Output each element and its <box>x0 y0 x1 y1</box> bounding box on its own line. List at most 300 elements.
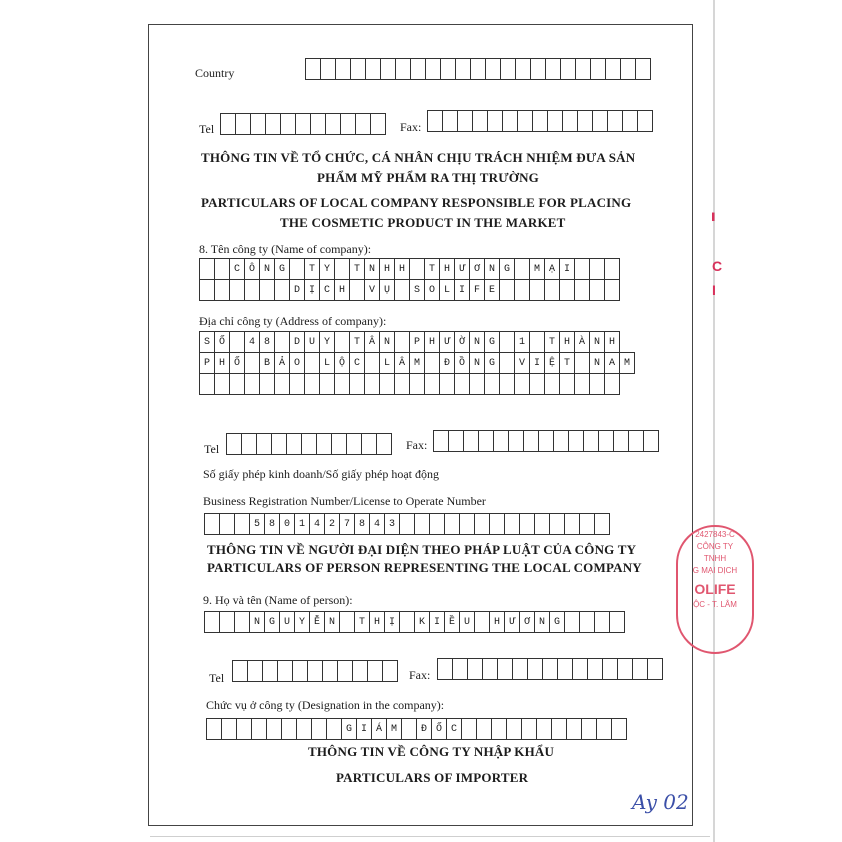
letter-box[interactable]: K <box>414 611 430 633</box>
letter-box[interactable] <box>454 373 470 395</box>
letter-box[interactable]: Ô <box>244 258 260 280</box>
letter-box[interactable] <box>229 331 245 353</box>
letter-box[interactable]: I <box>356 718 372 740</box>
letter-box[interactable] <box>470 58 486 80</box>
letter-box[interactable] <box>244 279 260 301</box>
letter-box[interactable] <box>349 279 365 301</box>
letter-box[interactable] <box>577 110 593 132</box>
letter-box[interactable]: N <box>469 331 485 353</box>
letter-box[interactable] <box>559 279 575 301</box>
letter-box[interactable]: Ệ <box>544 352 560 374</box>
letter-box[interactable] <box>349 373 365 395</box>
letter-box[interactable] <box>424 373 440 395</box>
letter-box[interactable] <box>611 718 627 740</box>
letter-box[interactable] <box>590 58 606 80</box>
letter-box[interactable] <box>221 718 237 740</box>
letter-box[interactable]: 7 <box>339 513 355 535</box>
letter-box[interactable]: T <box>559 352 575 374</box>
letter-box[interactable] <box>281 718 297 740</box>
letter-box[interactable]: T <box>349 331 365 353</box>
letter-box[interactable]: T <box>424 258 440 280</box>
letter-box[interactable] <box>226 433 242 455</box>
letter-box[interactable]: O <box>424 279 440 301</box>
letter-box[interactable] <box>589 258 605 280</box>
letter-box[interactable]: G <box>274 258 290 280</box>
letter-box[interactable]: M <box>619 352 635 374</box>
letter-box[interactable] <box>574 279 590 301</box>
letter-box[interactable]: G <box>499 258 515 280</box>
letter-box[interactable]: H <box>394 258 410 280</box>
letter-box[interactable]: Ộ <box>334 352 350 374</box>
letter-box[interactable] <box>364 352 380 374</box>
letter-box[interactable] <box>497 658 513 680</box>
letter-box[interactable] <box>410 58 426 80</box>
letter-box[interactable] <box>427 110 443 132</box>
letter-box[interactable] <box>482 658 498 680</box>
letter-box[interactable] <box>425 58 441 80</box>
letter-box[interactable]: U <box>304 331 320 353</box>
letter-box[interactable]: L <box>439 279 455 301</box>
letter-box[interactable]: C <box>229 258 245 280</box>
letter-box[interactable] <box>538 430 554 452</box>
letter-box[interactable] <box>542 658 558 680</box>
letter-box[interactable]: H <box>214 352 230 374</box>
letter-box[interactable] <box>549 513 565 535</box>
letter-box[interactable] <box>331 433 347 455</box>
letter-box[interactable]: Ễ <box>309 611 325 633</box>
letter-box[interactable] <box>553 430 569 452</box>
letter-box[interactable]: T <box>544 331 560 353</box>
letter-box[interactable] <box>442 110 458 132</box>
letter-box[interactable]: N <box>324 611 340 633</box>
company-fax-boxes[interactable] <box>433 430 659 452</box>
letter-box[interactable] <box>244 352 260 374</box>
letter-box[interactable] <box>604 258 620 280</box>
letter-box[interactable]: N <box>379 331 395 353</box>
letter-box[interactable] <box>613 430 629 452</box>
letter-box[interactable] <box>326 718 342 740</box>
letter-box[interactable] <box>399 513 415 535</box>
letter-box[interactable]: G <box>484 331 500 353</box>
top-tel-boxes[interactable] <box>220 113 386 135</box>
letter-box[interactable] <box>365 58 381 80</box>
letter-box[interactable]: P <box>409 331 425 353</box>
letter-box[interactable] <box>310 113 326 135</box>
letter-box[interactable] <box>274 331 290 353</box>
letter-box[interactable]: Á <box>371 718 387 740</box>
letter-box[interactable] <box>433 430 449 452</box>
letter-box[interactable] <box>409 258 425 280</box>
letter-box[interactable] <box>508 430 524 452</box>
letter-box[interactable] <box>289 258 305 280</box>
letter-box[interactable]: 8 <box>259 331 275 353</box>
letter-box[interactable]: Ố <box>431 718 447 740</box>
letter-box[interactable] <box>499 373 515 395</box>
letter-box[interactable]: Y <box>319 331 335 353</box>
letter-box[interactable]: 1 <box>514 331 530 353</box>
letter-box[interactable] <box>472 110 488 132</box>
letter-box[interactable] <box>457 110 473 132</box>
letter-box[interactable] <box>574 373 590 395</box>
letter-box[interactable]: L <box>379 352 395 374</box>
letter-box[interactable] <box>455 58 471 80</box>
letter-box[interactable] <box>219 611 235 633</box>
letter-box[interactable]: T <box>354 611 370 633</box>
letter-box[interactable]: Ố <box>229 352 245 374</box>
letter-box[interactable] <box>244 373 260 395</box>
letter-box[interactable] <box>322 660 338 682</box>
letter-box[interactable]: N <box>589 331 605 353</box>
letter-box[interactable] <box>259 279 275 301</box>
country-boxes[interactable] <box>305 58 651 80</box>
letter-box[interactable] <box>364 373 380 395</box>
letter-box[interactable]: H <box>489 611 505 633</box>
letter-box[interactable]: H <box>439 258 455 280</box>
letter-box[interactable]: Ư <box>504 611 520 633</box>
letter-box[interactable] <box>234 513 250 535</box>
letter-box[interactable] <box>355 113 371 135</box>
letter-box[interactable]: 5 <box>249 513 265 535</box>
letter-box[interactable] <box>247 660 263 682</box>
letter-box[interactable] <box>572 658 588 680</box>
letter-box[interactable] <box>401 718 417 740</box>
letter-box[interactable] <box>474 513 490 535</box>
letter-box[interactable]: I <box>559 258 575 280</box>
letter-box[interactable]: F <box>469 279 485 301</box>
letter-box[interactable]: 8 <box>354 513 370 535</box>
letter-box[interactable] <box>559 373 575 395</box>
letter-box[interactable]: 8 <box>264 513 280 535</box>
letter-box[interactable]: Ề <box>444 611 460 633</box>
letter-box[interactable] <box>376 433 392 455</box>
letter-box[interactable] <box>478 430 494 452</box>
letter-box[interactable] <box>519 513 535 535</box>
letter-box[interactable] <box>521 718 537 740</box>
letter-box[interactable] <box>602 658 618 680</box>
letter-box[interactable] <box>489 513 505 535</box>
letter-box[interactable]: A <box>604 352 620 374</box>
letter-box[interactable] <box>635 58 651 80</box>
letter-box[interactable] <box>236 718 252 740</box>
letter-box[interactable] <box>271 433 287 455</box>
company-name-grid[interactable] <box>199 258 620 301</box>
letter-box[interactable]: Y <box>294 611 310 633</box>
letter-box[interactable] <box>514 258 530 280</box>
letter-box[interactable] <box>274 373 290 395</box>
letter-box[interactable] <box>452 658 468 680</box>
letter-box[interactable] <box>474 611 490 633</box>
letter-box[interactable]: 1 <box>294 513 310 535</box>
letter-box[interactable] <box>562 110 578 132</box>
letter-box[interactable]: H <box>559 331 575 353</box>
letter-box[interactable] <box>515 58 531 80</box>
letter-box[interactable] <box>234 611 250 633</box>
letter-box[interactable] <box>414 513 430 535</box>
letter-box[interactable] <box>350 58 366 80</box>
person-fax-boxes[interactable] <box>437 658 663 680</box>
letter-box[interactable] <box>459 513 475 535</box>
letter-box[interactable]: I <box>454 279 470 301</box>
letter-box[interactable] <box>352 660 368 682</box>
letter-box[interactable] <box>499 331 515 353</box>
letter-box[interactable] <box>262 660 278 682</box>
letter-box[interactable] <box>214 258 230 280</box>
letter-box[interactable] <box>274 279 290 301</box>
letter-box[interactable]: 2 <box>324 513 340 535</box>
letter-box[interactable] <box>632 658 648 680</box>
letter-box[interactable] <box>204 513 220 535</box>
letter-box[interactable]: Ơ <box>519 611 535 633</box>
letter-box[interactable] <box>304 352 320 374</box>
letter-box[interactable] <box>444 513 460 535</box>
letter-box[interactable] <box>463 430 479 452</box>
letter-box[interactable]: N <box>364 258 380 280</box>
letter-box[interactable] <box>622 110 638 132</box>
letter-box[interactable] <box>259 373 275 395</box>
letter-box[interactable]: G <box>549 611 565 633</box>
letter-box[interactable] <box>250 113 266 135</box>
letter-box[interactable] <box>592 110 608 132</box>
letter-box[interactable] <box>334 331 350 353</box>
letter-box[interactable]: Ồ <box>454 352 470 374</box>
letter-box[interactable]: T <box>349 258 365 280</box>
letter-box[interactable] <box>370 113 386 135</box>
letter-box[interactable] <box>598 430 614 452</box>
letter-box[interactable] <box>545 58 561 80</box>
letter-box[interactable] <box>235 113 251 135</box>
letter-box[interactable] <box>575 58 591 80</box>
letter-box[interactable]: H <box>369 611 385 633</box>
letter-box[interactable]: Ố <box>214 331 230 353</box>
letter-box[interactable] <box>506 718 522 740</box>
letter-box[interactable] <box>409 373 425 395</box>
letter-box[interactable]: Đ <box>416 718 432 740</box>
letter-box[interactable] <box>527 658 543 680</box>
letter-box[interactable]: N <box>589 352 605 374</box>
letter-box[interactable]: V <box>364 279 380 301</box>
letter-box[interactable] <box>251 718 267 740</box>
letter-box[interactable] <box>296 718 312 740</box>
letter-box[interactable] <box>529 331 545 353</box>
letter-box[interactable]: D <box>289 331 305 353</box>
letter-box[interactable]: S <box>409 279 425 301</box>
letter-box[interactable]: Ư <box>439 331 455 353</box>
letter-box[interactable]: D <box>289 279 305 301</box>
letter-box[interactable] <box>277 660 293 682</box>
top-fax-boxes[interactable] <box>427 110 653 132</box>
letter-box[interactable]: Ị <box>304 279 320 301</box>
letter-box[interactable] <box>199 258 215 280</box>
letter-box[interactable] <box>214 279 230 301</box>
letter-box[interactable] <box>594 513 610 535</box>
letter-box[interactable] <box>286 433 302 455</box>
letter-box[interactable] <box>256 433 272 455</box>
letter-box[interactable] <box>604 373 620 395</box>
letter-box[interactable] <box>280 113 296 135</box>
letter-box[interactable] <box>367 660 383 682</box>
letter-box[interactable] <box>476 718 492 740</box>
letter-box[interactable] <box>292 660 308 682</box>
letter-box[interactable]: À <box>574 331 590 353</box>
letter-box[interactable] <box>564 611 580 633</box>
letter-box[interactable]: V <box>514 352 530 374</box>
letter-box[interactable] <box>574 352 590 374</box>
letter-box[interactable] <box>594 611 610 633</box>
letter-box[interactable]: H <box>424 331 440 353</box>
letter-box[interactable] <box>394 279 410 301</box>
letter-box[interactable] <box>499 352 515 374</box>
letter-box[interactable]: L <box>319 352 335 374</box>
letter-box[interactable] <box>395 58 411 80</box>
letter-box[interactable] <box>517 110 533 132</box>
letter-box[interactable] <box>437 658 453 680</box>
letter-box[interactable] <box>319 373 335 395</box>
letter-box[interactable] <box>232 660 248 682</box>
letter-box[interactable] <box>514 279 530 301</box>
letter-box[interactable] <box>199 373 215 395</box>
letter-box[interactable] <box>266 718 282 740</box>
letter-box[interactable] <box>394 331 410 353</box>
letter-box[interactable] <box>485 58 501 80</box>
letter-box[interactable] <box>361 433 377 455</box>
letter-box[interactable]: G <box>341 718 357 740</box>
letter-box[interactable] <box>534 513 550 535</box>
letter-box[interactable] <box>199 279 215 301</box>
letter-box[interactable] <box>424 352 440 374</box>
person-name-boxes[interactable] <box>204 611 625 633</box>
letter-box[interactable]: N <box>484 258 500 280</box>
letter-box[interactable]: U <box>459 611 475 633</box>
letter-box[interactable]: Ị <box>384 611 400 633</box>
letter-box[interactable] <box>566 718 582 740</box>
letter-box[interactable] <box>339 611 355 633</box>
letter-box[interactable]: I <box>529 352 545 374</box>
letter-box[interactable]: 3 <box>384 513 400 535</box>
letter-box[interactable]: Đ <box>439 352 455 374</box>
letter-box[interactable] <box>514 373 530 395</box>
letter-box[interactable] <box>320 58 336 80</box>
letter-box[interactable] <box>523 430 539 452</box>
letter-box[interactable]: M <box>386 718 402 740</box>
letter-box[interactable]: 4 <box>369 513 385 535</box>
letter-box[interactable] <box>532 110 548 132</box>
letter-box[interactable] <box>587 658 603 680</box>
letter-box[interactable] <box>340 113 356 135</box>
letter-box[interactable] <box>214 373 230 395</box>
letter-box[interactable] <box>560 58 576 80</box>
letter-box[interactable]: Ụ <box>379 279 395 301</box>
letter-box[interactable] <box>504 513 520 535</box>
letter-box[interactable] <box>380 58 396 80</box>
letter-box[interactable] <box>334 258 350 280</box>
letter-box[interactable] <box>628 430 644 452</box>
letter-box[interactable]: H <box>334 279 350 301</box>
letter-box[interactable] <box>448 430 464 452</box>
license-number-boxes[interactable] <box>204 513 610 535</box>
letter-box[interactable]: Â <box>394 352 410 374</box>
letter-box[interactable] <box>334 373 350 395</box>
letter-box[interactable] <box>467 658 483 680</box>
letter-box[interactable]: E <box>484 279 500 301</box>
letter-box[interactable] <box>219 513 235 535</box>
letter-box[interactable]: S <box>199 331 215 353</box>
letter-box[interactable] <box>604 279 620 301</box>
letter-box[interactable]: I <box>429 611 445 633</box>
letter-box[interactable] <box>583 430 599 452</box>
letter-box[interactable] <box>439 373 455 395</box>
letter-box[interactable]: Y <box>319 258 335 280</box>
letter-box[interactable] <box>589 373 605 395</box>
letter-box[interactable] <box>530 58 546 80</box>
letter-box[interactable]: Ơ <box>469 258 485 280</box>
letter-box[interactable] <box>544 373 560 395</box>
letter-box[interactable] <box>204 611 220 633</box>
letter-box[interactable] <box>399 611 415 633</box>
letter-box[interactable] <box>316 433 332 455</box>
letter-box[interactable] <box>220 113 236 135</box>
letter-box[interactable] <box>307 660 323 682</box>
company-address-grid[interactable] <box>199 331 635 395</box>
letter-box[interactable] <box>469 373 485 395</box>
letter-box[interactable]: 0 <box>279 513 295 535</box>
letter-box[interactable] <box>579 611 595 633</box>
letter-box[interactable] <box>440 58 456 80</box>
letter-box[interactable] <box>512 658 528 680</box>
letter-box[interactable] <box>289 373 305 395</box>
letter-box[interactable] <box>311 718 327 740</box>
letter-box[interactable] <box>536 718 552 740</box>
letter-box[interactable]: N <box>534 611 550 633</box>
letter-box[interactable]: C <box>319 279 335 301</box>
letter-box[interactable] <box>484 373 500 395</box>
letter-box[interactable]: 4 <box>309 513 325 535</box>
letter-box[interactable] <box>241 433 257 455</box>
letter-box[interactable]: N <box>249 611 265 633</box>
letter-box[interactable] <box>461 718 477 740</box>
letter-box[interactable] <box>564 513 580 535</box>
letter-box[interactable]: T <box>304 258 320 280</box>
letter-box[interactable]: Ả <box>274 352 290 374</box>
letter-box[interactable]: M <box>409 352 425 374</box>
letter-box[interactable] <box>529 279 545 301</box>
letter-box[interactable]: Ạ <box>544 258 560 280</box>
letter-box[interactable] <box>502 110 518 132</box>
letter-box[interactable] <box>500 58 516 80</box>
letter-box[interactable] <box>394 373 410 395</box>
letter-box[interactable] <box>491 718 507 740</box>
letter-box[interactable]: H <box>379 258 395 280</box>
letter-box[interactable] <box>382 660 398 682</box>
company-tel-boxes[interactable] <box>226 433 392 455</box>
letter-box[interactable] <box>589 279 605 301</box>
letter-box[interactable]: M <box>529 258 545 280</box>
letter-box[interactable]: N <box>469 352 485 374</box>
letter-box[interactable] <box>206 718 222 740</box>
letter-box[interactable]: G <box>484 352 500 374</box>
letter-box[interactable] <box>304 373 320 395</box>
letter-box[interactable] <box>647 658 663 680</box>
letter-box[interactable] <box>499 279 515 301</box>
letter-box[interactable] <box>301 433 317 455</box>
letter-box[interactable] <box>607 110 623 132</box>
letter-box[interactable]: G <box>264 611 280 633</box>
letter-box[interactable]: Â <box>364 331 380 353</box>
letter-box[interactable] <box>617 658 633 680</box>
letter-box[interactable] <box>379 373 395 395</box>
letter-box[interactable]: P <box>199 352 215 374</box>
letter-box[interactable] <box>529 373 545 395</box>
letter-box[interactable]: H <box>604 331 620 353</box>
